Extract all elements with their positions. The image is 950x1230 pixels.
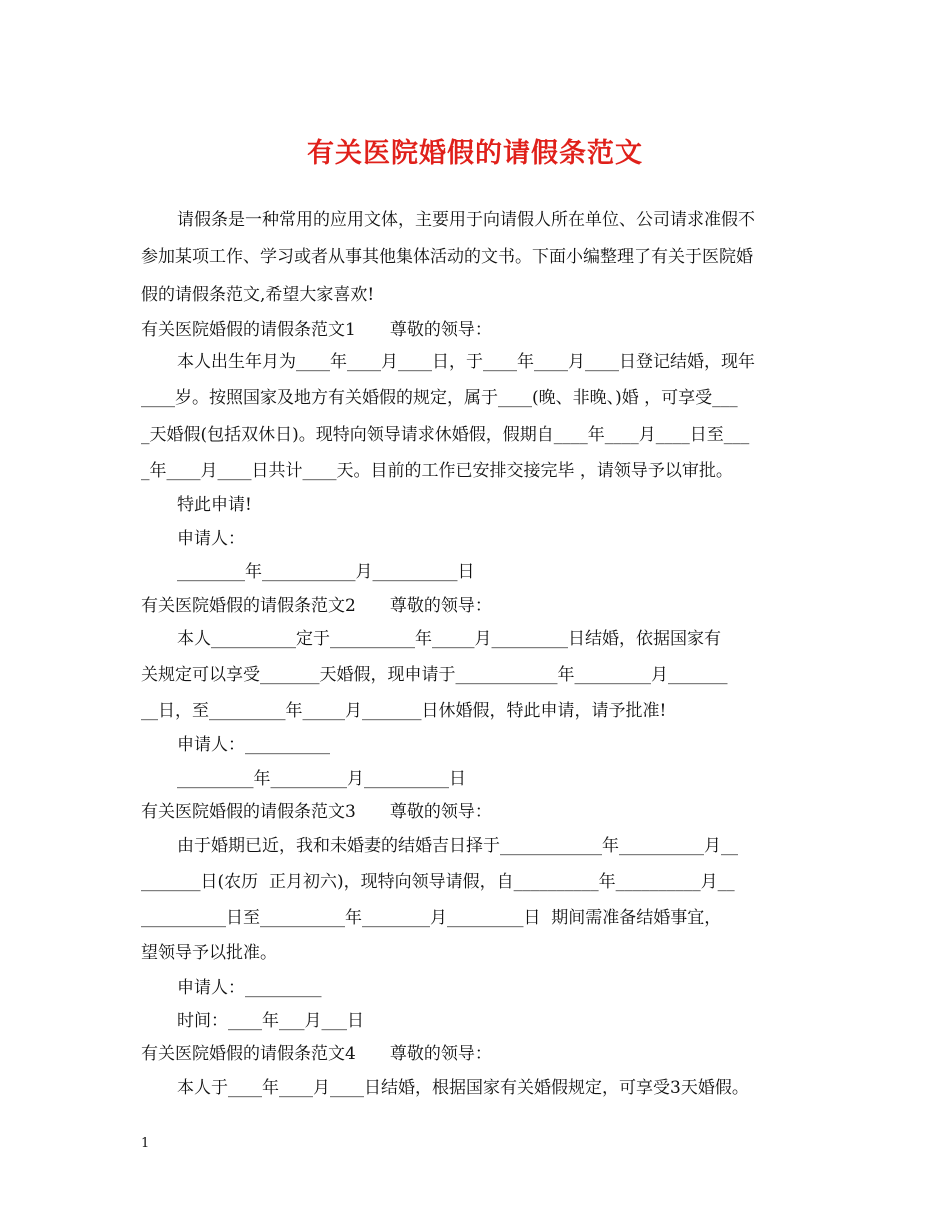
sample1-date-line: ________年___________月__________日 — [177, 562, 475, 582]
document-title: 有关医院婚假的请假条范文 — [307, 138, 643, 169]
sample4-body-line: 本人于____年____月____日结婚，根据国家有关婚假规定，可享受3天婚假。 — [177, 1078, 749, 1098]
sample2-applicant: 申请人：__________ — [177, 735, 330, 755]
sample1-body-line: _天婚假(包括双休日)。现特向领导请求休婚假，假期自____年____月____日至___ — [141, 425, 750, 445]
sample2-heading: 有关医院婚假的请假条范文2 尊敬的领导： — [141, 596, 492, 616]
sample1-body-line: 本人出生年月为____年____月____日，于____年____月____日登记结婚，现年 — [177, 352, 755, 372]
sample1-heading: 有关医院婚假的请假条范文1 尊敬的领导： — [141, 320, 492, 340]
sample4-heading: 有关医院婚假的请假条范文4 尊敬的领导： — [141, 1044, 492, 1064]
intro-line: 参加某项工作、学习或者从事其他集体活动的文书。下面小编整理了有关于医院婚 — [141, 247, 753, 267]
sample3-body-line: __________日至__________年________月_________日 期间需准备结婚事宜， — [141, 908, 722, 928]
sample1-applicant: 申请人： — [177, 529, 245, 549]
intro-line: 假的请假条范文,希望大家喜欢! — [141, 285, 375, 305]
sample2-date-line: _________年_________月__________日 — [177, 769, 466, 789]
sample3-body-line: 由于婚期已近，我和未婚妻的结婚吉日择于____________年__________月__ — [177, 836, 738, 856]
sample1-body-line: _年____月____日共计____天。目前的工作已安排交接完毕 ，请领导予以审批。 — [141, 461, 733, 481]
sample3-heading: 有关医院婚假的请假条范文3 尊敬的领导： — [141, 802, 492, 822]
page-number: 1 — [141, 1136, 150, 1151]
sample3-body-line: _______日(农历 正月初六)，现特向领导请假，自__________年__________月__ — [141, 872, 735, 892]
sample2-body-line: 本人__________定于__________年_____月_________日结婚，依据国家有 — [177, 629, 721, 649]
sample1-body-line: ____岁。按照国家及地方有关婚假的规定，属于____(晚、非晚、)婚 ，可享受___ — [141, 388, 738, 408]
sample3-time-line: 时间：____年___月___日 — [177, 1011, 364, 1031]
intro-line: 请假条是一种常用的应用文体，主要用于向请假人所在单位、公司请求准假不 — [177, 210, 755, 230]
sample2-body-line: 关规定可以享受_______天婚假，现申请于____________年_________月_______ — [141, 665, 728, 685]
sample3-body-line: 望领导予以批准。 — [141, 943, 277, 963]
sample1-closing: 特此申请! — [177, 495, 252, 515]
sample2-body-line: __日，至_________年_____月_______日休婚假，特此申请，请予批准! — [141, 701, 667, 721]
sample3-applicant: 申请人：_________ — [177, 978, 322, 998]
